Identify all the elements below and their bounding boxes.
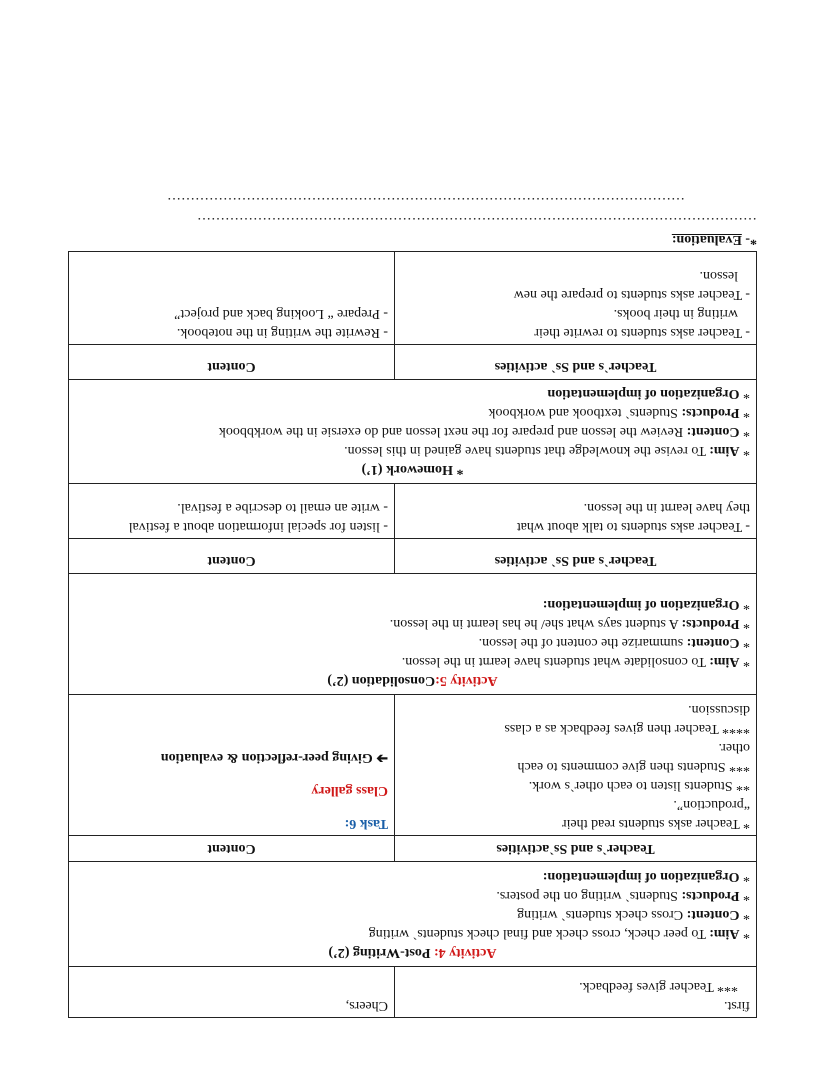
activity4-info-row: [69, 862, 757, 967]
consolidation-left: [395, 484, 757, 539]
homework-info-row: [69, 380, 757, 484]
consolidation-row: [69, 484, 757, 539]
activity4-name: Post-Writing (2’): [328, 945, 431, 960]
evaluation-section: [69, 191, 757, 247]
homework-line: writing in their books.: [613, 306, 738, 321]
homework-left: [395, 252, 757, 345]
activity5-products: * Products: A student says what she/ he has learnt in the lesson.: [389, 616, 750, 631]
task6-right: [69, 695, 395, 836]
prev-right-text: Cheers,: [345, 998, 388, 1013]
task6-line: ** Students listen to each other`s work.: [528, 778, 750, 793]
consolidation-line: they have learnt in the lesson.: [583, 500, 750, 515]
prev-left-line: *** Teacher gives feedback.: [579, 979, 738, 994]
homework-heading: * Homework (1’): [361, 462, 464, 477]
aim-label: Aim:: [709, 443, 740, 458]
task6-left: [395, 695, 757, 836]
prev-activity-row: [69, 967, 757, 1018]
homework-line: - Prepare “ Looking back and project”: [174, 306, 388, 321]
consolidation-line: - Teacher asks students to talk about what: [516, 519, 750, 534]
evaluation-label: Evaluation:: [671, 232, 742, 247]
peer-reflection-text: Giving peer-reflection & evaluation: [160, 750, 373, 765]
header-right: Content: [69, 539, 395, 574]
activity4-org: * Organization of implementation:: [542, 869, 750, 884]
products-label: Products:: [681, 616, 740, 631]
activity4-aim: * Aim: To peer check, cross check and final check students` writing: [368, 926, 750, 941]
org-label: Organization of implementation:: [542, 597, 740, 612]
prev-left-line: first.: [723, 998, 750, 1013]
products-label: Products:: [681, 888, 740, 903]
content-label: Content:: [686, 635, 740, 650]
prev-right-cell: [69, 967, 395, 1018]
content-text: Review the lesson and prepare for the next lesson and do exersie in the workbbook: [218, 424, 684, 439]
header-left: Teacher`s and Ss` activities: [395, 539, 757, 574]
activity5-info: [69, 574, 757, 695]
task6-line: *** Students then give comments to each: [517, 759, 750, 774]
activity5-title: Activity 5:: [435, 673, 498, 688]
homework-aim: * Aim: To revise the knowledge that students have gained in this lesson.: [344, 443, 750, 458]
peer-reflection: [75, 748, 388, 767]
products-text: Students` textbook and workbook: [488, 405, 678, 420]
content-label: Content:: [686, 424, 740, 439]
activity5-info-row: [69, 574, 757, 695]
header-row: [69, 345, 757, 380]
content-label: Content:: [686, 907, 740, 922]
task6-line: **** Teacher then gives feedback as a class: [504, 721, 750, 736]
activity5-org: * Organization of implementation:: [542, 597, 750, 612]
homework-row: [69, 252, 757, 345]
aim-text: To peer check, cross check and final check students` writing: [368, 926, 706, 941]
homework-products: * Products: Students` textbook and workbook: [488, 405, 750, 420]
activity5-heading: [75, 671, 750, 690]
activity4-heading: [75, 943, 750, 962]
consolidation-right: [69, 484, 395, 539]
homework-content: * Content: Review the lesson and prepare for the next lesson and do exersie in the workbbook: [218, 424, 750, 439]
aim-text: To consolidate what students have learnt in the lesson.: [401, 654, 706, 669]
aim-text: To revise the knowledge that students have gained in this lesson.: [344, 443, 706, 458]
homework-title: Homework (1’): [361, 462, 453, 477]
header-right: Content: [69, 345, 395, 380]
homework-org: * Organization of implementation: [547, 386, 750, 401]
header-left: Teacher`s and Ss`activities: [395, 836, 757, 862]
homework-line: - Rewrite the writing in the notebook.: [176, 325, 388, 340]
aim-label: Aim:: [709, 926, 740, 941]
task6-label: Task 6:: [344, 816, 388, 831]
content-text: Cross check students` writing: [517, 907, 684, 922]
products-text: A student says what she/ he has learnt in the lesson.: [389, 616, 679, 631]
activity4-info: [69, 862, 757, 967]
task6-row: [69, 695, 757, 836]
header-row: [69, 836, 757, 862]
task6-line: * Teacher asks students read their: [561, 816, 750, 831]
homework-line: - Teacher asks students to rewrite their: [534, 325, 750, 340]
header-left: Teacher`s and Ss` activities: [395, 345, 757, 380]
activity4-products: * Products: Students` writing on the posters.: [496, 888, 750, 903]
content-text: summarize the content of the lesson.: [478, 635, 684, 650]
evaluation-line: …………………………………………………………………………………………………………: [197, 214, 757, 229]
homework-line: lesson.: [699, 268, 738, 283]
consolidation-line: - listen for special information about a festival: [128, 519, 388, 534]
org-label: Organization of implementation: [547, 386, 740, 401]
org-label: Organization of implementation:: [542, 869, 740, 884]
homework-right: [69, 252, 395, 345]
header-row: [69, 539, 757, 574]
activity5-aim: * Aim: To consolidate what students have learnt in the lesson.: [401, 654, 750, 669]
products-label: Products:: [681, 405, 740, 420]
activity4-title: Activity 4:: [433, 945, 497, 960]
task6-line: “production”.: [673, 797, 750, 812]
task6-line: other.: [718, 740, 750, 755]
consolidation-line: - write an email to describe a festival.: [177, 500, 388, 515]
arrow-right-icon: ➔: [376, 750, 388, 765]
activity4-content: * Content: Cross check students` writing: [517, 907, 750, 922]
evaluation-heading: *- Evaluation:: [671, 232, 757, 247]
evaluation-line: …………………………………………………………………………………………………: [167, 194, 685, 209]
activity5-content: * Content: summarize the content of the lesson.: [478, 635, 750, 650]
products-text: Students` writing on the posters.: [496, 888, 678, 903]
class-gallery-label: Class gallery: [311, 783, 388, 798]
task6-line: discussion.: [688, 702, 750, 717]
homework-info: [69, 380, 757, 484]
lesson-plan: [69, 191, 757, 1018]
lesson-table: [68, 251, 757, 1018]
aim-label: Aim:: [709, 654, 740, 669]
homework-line: - Teacher asks students to prepare the new: [513, 287, 750, 302]
header-right: Content: [69, 836, 395, 862]
activity5-name: Consolidation (2’): [327, 673, 436, 688]
prev-left-cell: [395, 967, 757, 1018]
